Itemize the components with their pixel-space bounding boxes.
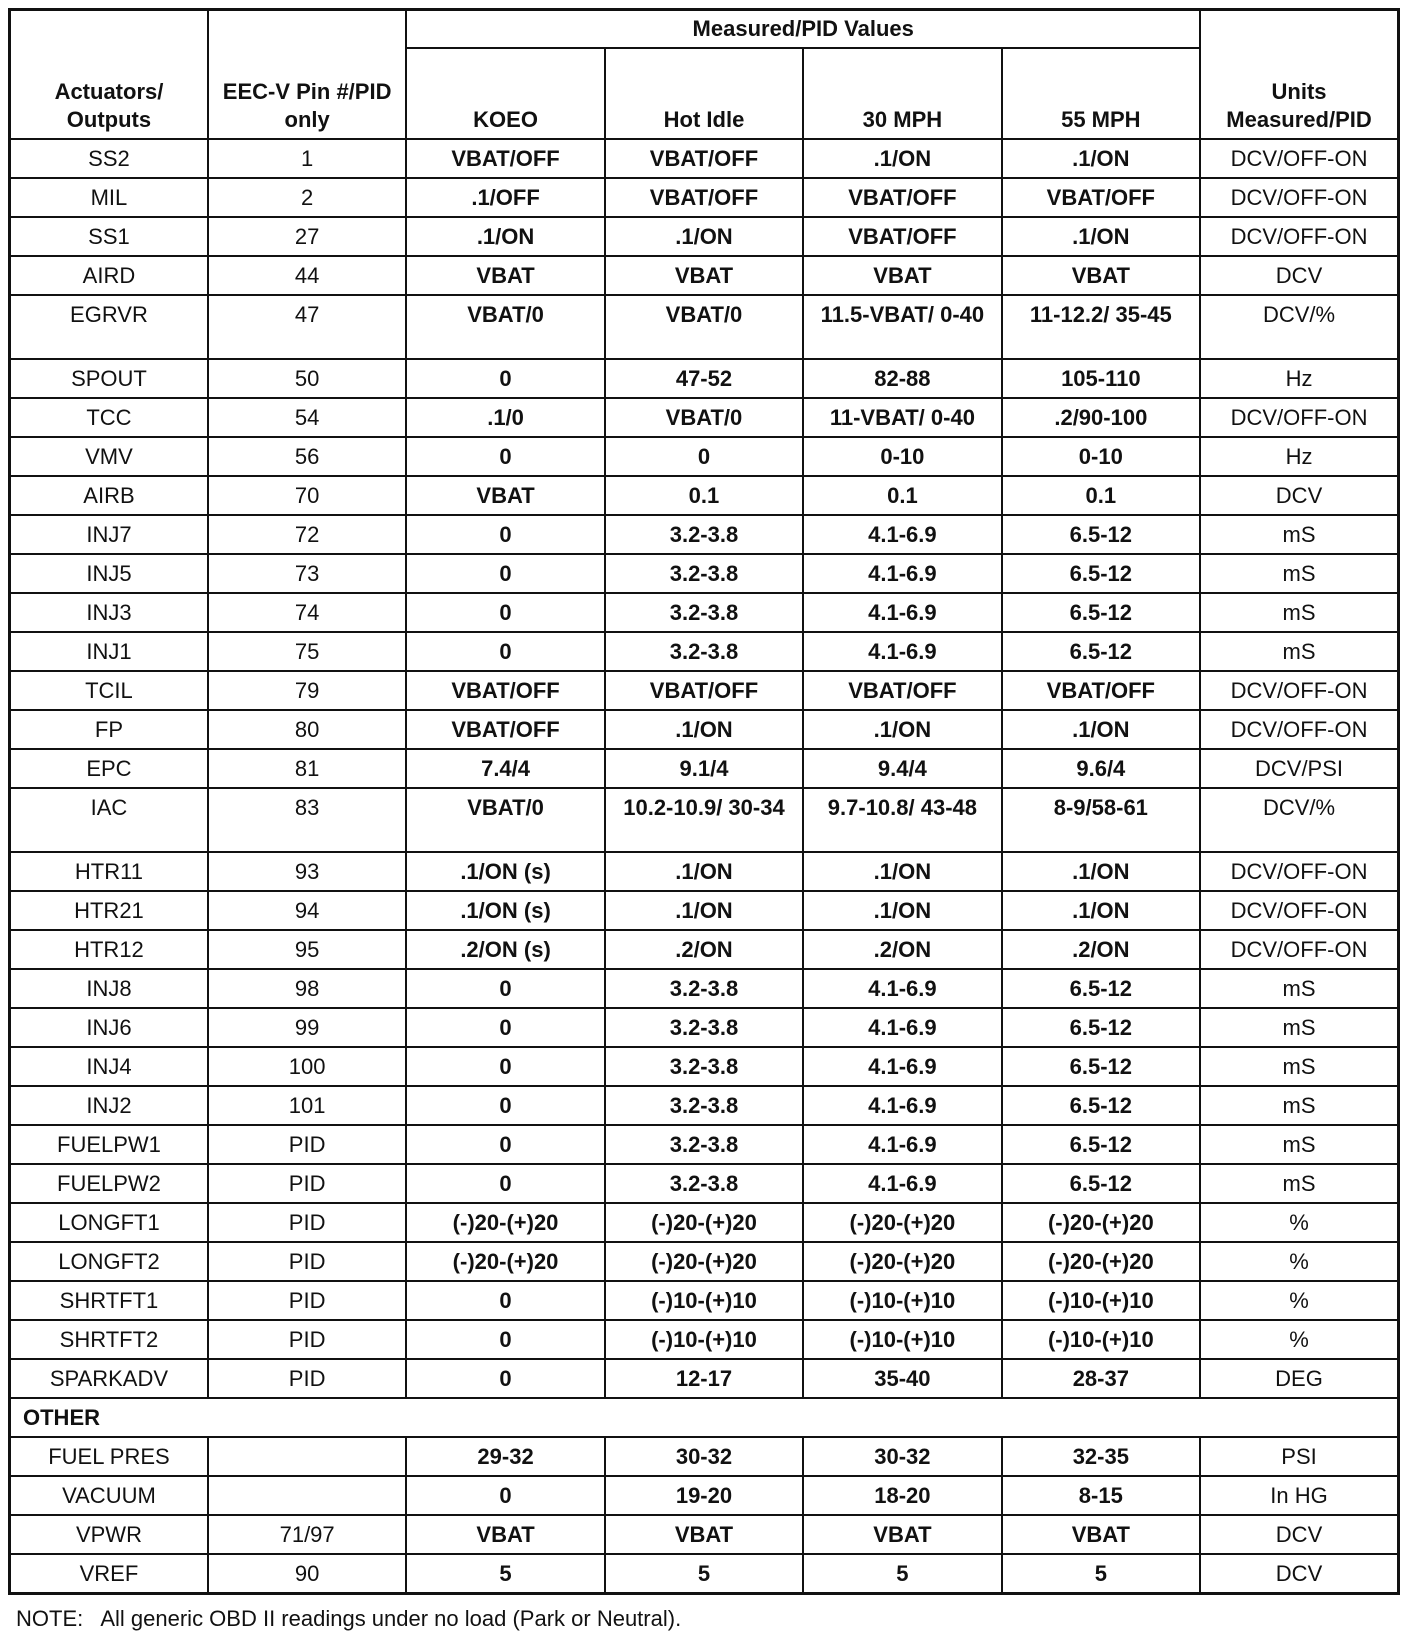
cell-actuator: INJ5 [10, 554, 208, 593]
cell-hot-idle: VBAT/OFF [605, 178, 803, 217]
cell-hot-idle: 3.2-3.8 [605, 554, 803, 593]
cell-30-mph: 18-20 [803, 1476, 1001, 1515]
cell-55-mph: (-)10-(+)10 [1002, 1320, 1200, 1359]
cell-pin: PID [208, 1203, 406, 1242]
cell-actuator: FUELPW2 [10, 1164, 208, 1203]
cell-actuator: INJ1 [10, 632, 208, 671]
table-row [10, 1125, 1399, 1164]
cell-pin: 27 [208, 217, 406, 256]
cell-30-mph: (-)20-(+)20 [803, 1242, 1001, 1281]
cell-actuator: VREF [10, 1554, 208, 1593]
cell-units: DCV [1200, 1554, 1398, 1593]
cell-pin: 83 [208, 788, 406, 852]
cell-koeo: 0 [406, 1125, 604, 1164]
cell-55-mph: 32-35 [1002, 1437, 1200, 1476]
cell-hot-idle: 47-52 [605, 359, 803, 398]
cell-koeo: 0 [406, 1086, 604, 1125]
cell-koeo: .1/ON (s) [406, 852, 604, 891]
cell-koeo: 0 [406, 437, 604, 476]
cell-55-mph: 28-37 [1002, 1359, 1200, 1398]
cell-koeo: VBAT [406, 1515, 604, 1554]
cell-hot-idle: (-)10-(+)10 [605, 1281, 803, 1320]
cell-actuator: FP [10, 710, 208, 749]
cell-55-mph: .1/ON [1002, 710, 1200, 749]
cell-30-mph: 4.1-6.9 [803, 969, 1001, 1008]
cell-30-mph: 4.1-6.9 [803, 554, 1001, 593]
cell-actuator: SS2 [10, 139, 208, 178]
table-row [10, 1086, 1399, 1125]
cell-55-mph: 105-110 [1002, 359, 1200, 398]
cell-units: % [1200, 1203, 1398, 1242]
cell-hot-idle: 9.1/4 [605, 749, 803, 788]
cell-koeo: 29-32 [406, 1437, 604, 1476]
table-row [10, 671, 1399, 710]
cell-actuator: HTR11 [10, 852, 208, 891]
cell-30-mph: 5 [803, 1554, 1001, 1593]
cell-30-mph: 4.1-6.9 [803, 1125, 1001, 1164]
cell-30-mph: 11.5-VBAT/ 0-40 [803, 295, 1001, 359]
cell-30-mph: 0-10 [803, 437, 1001, 476]
cell-30-mph: 4.1-6.9 [803, 1164, 1001, 1203]
cell-55-mph: 0-10 [1002, 437, 1200, 476]
other-section-label: OTHER [10, 1398, 1399, 1437]
cell-30-mph: 82-88 [803, 359, 1001, 398]
cell-actuator: AIRB [10, 476, 208, 515]
cell-hot-idle: 0 [605, 437, 803, 476]
cell-koeo: VBAT/0 [406, 295, 604, 359]
cell-30-mph: VBAT/OFF [803, 217, 1001, 256]
table-row [10, 1437, 1399, 1476]
table-row [10, 515, 1399, 554]
cell-55-mph: 5 [1002, 1554, 1200, 1593]
table-row [10, 1164, 1399, 1203]
cell-pin: 99 [208, 1008, 406, 1047]
table-row [10, 1281, 1399, 1320]
cell-koeo: 0 [406, 515, 604, 554]
cell-55-mph: 8-15 [1002, 1476, 1200, 1515]
cell-pin: PID [208, 1281, 406, 1320]
header-pin: EEC-V Pin #/PID only [208, 10, 406, 140]
table-row [10, 710, 1399, 749]
cell-actuator: HTR12 [10, 930, 208, 969]
cell-actuator: FUEL PRES [10, 1437, 208, 1476]
cell-pin: PID [208, 1242, 406, 1281]
cell-pin: 1 [208, 139, 406, 178]
cell-hot-idle: VBAT [605, 1515, 803, 1554]
cell-units: DCV/OFF-ON [1200, 178, 1398, 217]
cell-30-mph: 4.1-6.9 [803, 515, 1001, 554]
cell-units: mS [1200, 593, 1398, 632]
table-row [10, 788, 1399, 852]
cell-pin: 2 [208, 178, 406, 217]
cell-koeo: 0 [406, 1281, 604, 1320]
cell-55-mph: 6.5-12 [1002, 1047, 1200, 1086]
cell-pin: PID [208, 1359, 406, 1398]
cell-55-mph: 11-12.2/ 35-45 [1002, 295, 1200, 359]
cell-units: % [1200, 1320, 1398, 1359]
cell-units: mS [1200, 969, 1398, 1008]
cell-pin [208, 1476, 406, 1515]
cell-30-mph: 9.7-10.8/ 43-48 [803, 788, 1001, 852]
cell-30-mph: .1/ON [803, 710, 1001, 749]
cell-hot-idle: VBAT/OFF [605, 671, 803, 710]
cell-actuator: MIL [10, 178, 208, 217]
cell-units: DCV/OFF-ON [1200, 852, 1398, 891]
cell-30-mph: VBAT/OFF [803, 178, 1001, 217]
cell-55-mph: VBAT/OFF [1002, 178, 1200, 217]
cell-hot-idle: 3.2-3.8 [605, 1086, 803, 1125]
table-row [10, 178, 1399, 217]
cell-pin: PID [208, 1164, 406, 1203]
cell-pin: 56 [208, 437, 406, 476]
cell-30-mph: .1/ON [803, 139, 1001, 178]
cell-koeo: VBAT/OFF [406, 710, 604, 749]
cell-55-mph: VBAT [1002, 1515, 1200, 1554]
cell-30-mph: 4.1-6.9 [803, 593, 1001, 632]
cell-units: mS [1200, 632, 1398, 671]
cell-koeo: .1/ON (s) [406, 891, 604, 930]
cell-hot-idle: (-)10-(+)10 [605, 1320, 803, 1359]
cell-55-mph: .2/ON [1002, 930, 1200, 969]
cell-pin: 95 [208, 930, 406, 969]
cell-units: mS [1200, 1008, 1398, 1047]
cell-units: DCV/OFF-ON [1200, 671, 1398, 710]
cell-units: Hz [1200, 359, 1398, 398]
cell-koeo: .1/OFF [406, 178, 604, 217]
cell-actuator: TCIL [10, 671, 208, 710]
table-row [10, 1476, 1399, 1515]
cell-30-mph: .1/ON [803, 891, 1001, 930]
cell-units: DCV/% [1200, 295, 1398, 359]
cell-hot-idle: 3.2-3.8 [605, 593, 803, 632]
table-row [10, 969, 1399, 1008]
cell-koeo: 0 [406, 1164, 604, 1203]
cell-actuator: AIRD [10, 256, 208, 295]
table-row [10, 437, 1399, 476]
cell-actuator: FUELPW1 [10, 1125, 208, 1164]
cell-koeo: (-)20-(+)20 [406, 1242, 604, 1281]
cell-55-mph: 6.5-12 [1002, 1164, 1200, 1203]
cell-koeo: 5 [406, 1554, 604, 1593]
cell-hot-idle: .2/ON [605, 930, 803, 969]
cell-koeo: 0 [406, 969, 604, 1008]
cell-pin: PID [208, 1125, 406, 1164]
cell-pin: 70 [208, 476, 406, 515]
cell-koeo: 0 [406, 1008, 604, 1047]
table-row [10, 749, 1399, 788]
cell-55-mph: (-)20-(+)20 [1002, 1242, 1200, 1281]
cell-koeo: 0 [406, 1047, 604, 1086]
cell-55-mph: 6.5-12 [1002, 969, 1200, 1008]
cell-pin: 79 [208, 671, 406, 710]
header-units: Units Measured/PID [1200, 10, 1398, 140]
cell-units: mS [1200, 1164, 1398, 1203]
cell-55-mph: .2/90-100 [1002, 398, 1200, 437]
cell-pin: 47 [208, 295, 406, 359]
cell-pin: 72 [208, 515, 406, 554]
cell-hot-idle: 3.2-3.8 [605, 969, 803, 1008]
cell-units: DCV [1200, 1515, 1398, 1554]
cell-55-mph: 6.5-12 [1002, 1008, 1200, 1047]
cell-koeo: VBAT/OFF [406, 671, 604, 710]
cell-30-mph: 4.1-6.9 [803, 1086, 1001, 1125]
cell-55-mph: 9.6/4 [1002, 749, 1200, 788]
cell-units: DCV/OFF-ON [1200, 139, 1398, 178]
cell-55-mph: .1/ON [1002, 891, 1200, 930]
cell-units: PSI [1200, 1437, 1398, 1476]
actuator-rows [10, 139, 1399, 1398]
cell-actuator: TCC [10, 398, 208, 437]
cell-koeo: VBAT/OFF [406, 139, 604, 178]
cell-55-mph: .1/ON [1002, 852, 1200, 891]
cell-pin: 74 [208, 593, 406, 632]
cell-koeo: VBAT [406, 476, 604, 515]
table-row [10, 398, 1399, 437]
cell-units: DCV/OFF-ON [1200, 891, 1398, 930]
cell-units: DCV/OFF-ON [1200, 398, 1398, 437]
cell-30-mph: .2/ON [803, 930, 1001, 969]
cell-pin: PID [208, 1320, 406, 1359]
cell-30-mph: 11-VBAT/ 0-40 [803, 398, 1001, 437]
cell-55-mph: 6.5-12 [1002, 1086, 1200, 1125]
cell-units: DEG [1200, 1359, 1398, 1398]
table-row [10, 256, 1399, 295]
cell-actuator: SPARKADV [10, 1359, 208, 1398]
cell-units: mS [1200, 515, 1398, 554]
cell-actuator: INJ3 [10, 593, 208, 632]
table-row [10, 593, 1399, 632]
cell-hot-idle: VBAT [605, 256, 803, 295]
cell-actuator: INJ6 [10, 1008, 208, 1047]
cell-actuator: EGRVR [10, 295, 208, 359]
table-row [10, 554, 1399, 593]
table-row [10, 295, 1399, 359]
table-row [10, 632, 1399, 671]
cell-units: mS [1200, 554, 1398, 593]
cell-actuator: HTR21 [10, 891, 208, 930]
cell-units: DCV/% [1200, 788, 1398, 852]
table-row [10, 359, 1399, 398]
footnote: NOTE: All generic OBD II readings under no load (Park or Neutral). [16, 1606, 682, 1631]
cell-pin: 54 [208, 398, 406, 437]
cell-actuator: LONGFT1 [10, 1203, 208, 1242]
cell-hot-idle: 3.2-3.8 [605, 515, 803, 554]
cell-koeo: .1/ON [406, 217, 604, 256]
cell-55-mph: (-)20-(+)20 [1002, 1203, 1200, 1242]
cell-hot-idle: 3.2-3.8 [605, 632, 803, 671]
cell-30-mph: (-)10-(+)10 [803, 1281, 1001, 1320]
cell-pin: 73 [208, 554, 406, 593]
cell-koeo: .2/ON (s) [406, 930, 604, 969]
table-row [10, 1359, 1399, 1398]
cell-pin: 75 [208, 632, 406, 671]
cell-koeo: 0 [406, 1359, 604, 1398]
other-section-row [10, 1398, 1399, 1437]
cell-koeo: VBAT/0 [406, 788, 604, 852]
cell-30-mph: VBAT [803, 1515, 1001, 1554]
cell-pin: 100 [208, 1047, 406, 1086]
cell-55-mph: VBAT/OFF [1002, 671, 1200, 710]
table-row [10, 217, 1399, 256]
cell-actuator: SHRTFT1 [10, 1281, 208, 1320]
cell-actuator: INJ7 [10, 515, 208, 554]
cell-units: mS [1200, 1086, 1398, 1125]
cell-koeo: 0 [406, 593, 604, 632]
cell-koeo: 0 [406, 1476, 604, 1515]
cell-pin: 98 [208, 969, 406, 1008]
cell-koeo: 7.4/4 [406, 749, 604, 788]
cell-hot-idle: (-)20-(+)20 [605, 1242, 803, 1281]
cell-units: DCV/PSI [1200, 749, 1398, 788]
cell-koeo: (-)20-(+)20 [406, 1203, 604, 1242]
cell-hot-idle: 0.1 [605, 476, 803, 515]
header-koeo: KOEO [406, 48, 604, 139]
cell-30-mph: VBAT [803, 256, 1001, 295]
header-actuators: Actuators/ Outputs [10, 10, 208, 140]
cell-hot-idle: 10.2-10.9/ 30-34 [605, 788, 803, 852]
table-row [10, 139, 1399, 178]
cell-30-mph: 30-32 [803, 1437, 1001, 1476]
cell-30-mph: 35-40 [803, 1359, 1001, 1398]
cell-30-mph: (-)20-(+)20 [803, 1203, 1001, 1242]
cell-30-mph: 4.1-6.9 [803, 1008, 1001, 1047]
cell-hot-idle: .1/ON [605, 217, 803, 256]
cell-koeo: 0 [406, 1320, 604, 1359]
cell-actuator: SHRTFT2 [10, 1320, 208, 1359]
cell-actuator: VMV [10, 437, 208, 476]
cell-units: Hz [1200, 437, 1398, 476]
cell-55-mph: .1/ON [1002, 139, 1200, 178]
cell-pin: 50 [208, 359, 406, 398]
cell-hot-idle: VBAT/0 [605, 398, 803, 437]
cell-hot-idle: 3.2-3.8 [605, 1008, 803, 1047]
cell-hot-idle: VBAT/0 [605, 295, 803, 359]
table-row [10, 1320, 1399, 1359]
cell-30-mph: (-)10-(+)10 [803, 1320, 1001, 1359]
cell-55-mph: 8-9/58-61 [1002, 788, 1200, 852]
table-row [10, 1008, 1399, 1047]
cell-hot-idle: 3.2-3.8 [605, 1125, 803, 1164]
cell-units: DCV [1200, 476, 1398, 515]
pid-values-table [8, 8, 1400, 1595]
cell-koeo: 0 [406, 554, 604, 593]
table-row [10, 1203, 1399, 1242]
cell-30-mph: 4.1-6.9 [803, 1047, 1001, 1086]
cell-30-mph: 9.4/4 [803, 749, 1001, 788]
table-row [10, 1242, 1399, 1281]
cell-actuator: INJ8 [10, 969, 208, 1008]
cell-pin: 94 [208, 891, 406, 930]
cell-55-mph: (-)10-(+)10 [1002, 1281, 1200, 1320]
table-row [10, 852, 1399, 891]
header-30-mph: 30 MPH [803, 48, 1001, 139]
cell-hot-idle: 19-20 [605, 1476, 803, 1515]
cell-hot-idle: 30-32 [605, 1437, 803, 1476]
cell-pin [208, 1437, 406, 1476]
table-row [10, 1047, 1399, 1086]
cell-55-mph: 6.5-12 [1002, 632, 1200, 671]
cell-55-mph: VBAT [1002, 256, 1200, 295]
cell-55-mph: 6.5-12 [1002, 593, 1200, 632]
cell-pin: 71/97 [208, 1515, 406, 1554]
cell-actuator: LONGFT2 [10, 1242, 208, 1281]
cell-koeo: 0 [406, 632, 604, 671]
cell-55-mph: 6.5-12 [1002, 515, 1200, 554]
cell-hot-idle: .1/ON [605, 710, 803, 749]
table-row [10, 1515, 1399, 1554]
cell-units: In HG [1200, 1476, 1398, 1515]
cell-actuator: INJ2 [10, 1086, 208, 1125]
header-hot-idle: Hot Idle [605, 48, 803, 139]
cell-pin: 81 [208, 749, 406, 788]
cell-pin: 44 [208, 256, 406, 295]
cell-actuator: INJ4 [10, 1047, 208, 1086]
cell-koeo: .1/0 [406, 398, 604, 437]
cell-hot-idle: VBAT/OFF [605, 139, 803, 178]
cell-koeo: VBAT [406, 256, 604, 295]
cell-hot-idle: 3.2-3.8 [605, 1047, 803, 1086]
cell-pin: 80 [208, 710, 406, 749]
cell-actuator: VACUUM [10, 1476, 208, 1515]
table-row [10, 1554, 1399, 1593]
cell-actuator: VPWR [10, 1515, 208, 1554]
table-row [10, 930, 1399, 969]
cell-30-mph: VBAT/OFF [803, 671, 1001, 710]
cell-hot-idle: 5 [605, 1554, 803, 1593]
cell-units: % [1200, 1281, 1398, 1320]
cell-koeo: 0 [406, 359, 604, 398]
cell-hot-idle: .1/ON [605, 891, 803, 930]
cell-units: DCV [1200, 256, 1398, 295]
other-section [10, 1398, 1399, 1437]
cell-hot-idle: 12-17 [605, 1359, 803, 1398]
cell-units: % [1200, 1242, 1398, 1281]
cell-hot-idle: .1/ON [605, 852, 803, 891]
table-row [10, 891, 1399, 930]
cell-units: DCV/OFF-ON [1200, 930, 1398, 969]
cell-hot-idle: (-)20-(+)20 [605, 1203, 803, 1242]
header-measured-group: Measured/PID Values [406, 10, 1200, 49]
header-55-mph: 55 MPH [1002, 48, 1200, 139]
cell-actuator: IAC [10, 788, 208, 852]
cell-30-mph: .1/ON [803, 852, 1001, 891]
cell-pin: 90 [208, 1554, 406, 1593]
cell-55-mph: .1/ON [1002, 217, 1200, 256]
cell-units: DCV/OFF-ON [1200, 710, 1398, 749]
cell-30-mph: 4.1-6.9 [803, 632, 1001, 671]
cell-units: mS [1200, 1047, 1398, 1086]
cell-actuator: EPC [10, 749, 208, 788]
cell-30-mph: 0.1 [803, 476, 1001, 515]
cell-actuator: SS1 [10, 217, 208, 256]
cell-55-mph: 6.5-12 [1002, 1125, 1200, 1164]
cell-units: mS [1200, 1125, 1398, 1164]
table-row [10, 476, 1399, 515]
other-rows [10, 1437, 1399, 1593]
cell-55-mph: 6.5-12 [1002, 554, 1200, 593]
cell-hot-idle: 3.2-3.8 [605, 1164, 803, 1203]
cell-actuator: SPOUT [10, 359, 208, 398]
cell-55-mph: 0.1 [1002, 476, 1200, 515]
cell-pin: 101 [208, 1086, 406, 1125]
cell-units: DCV/OFF-ON [1200, 217, 1398, 256]
cell-pin: 93 [208, 852, 406, 891]
